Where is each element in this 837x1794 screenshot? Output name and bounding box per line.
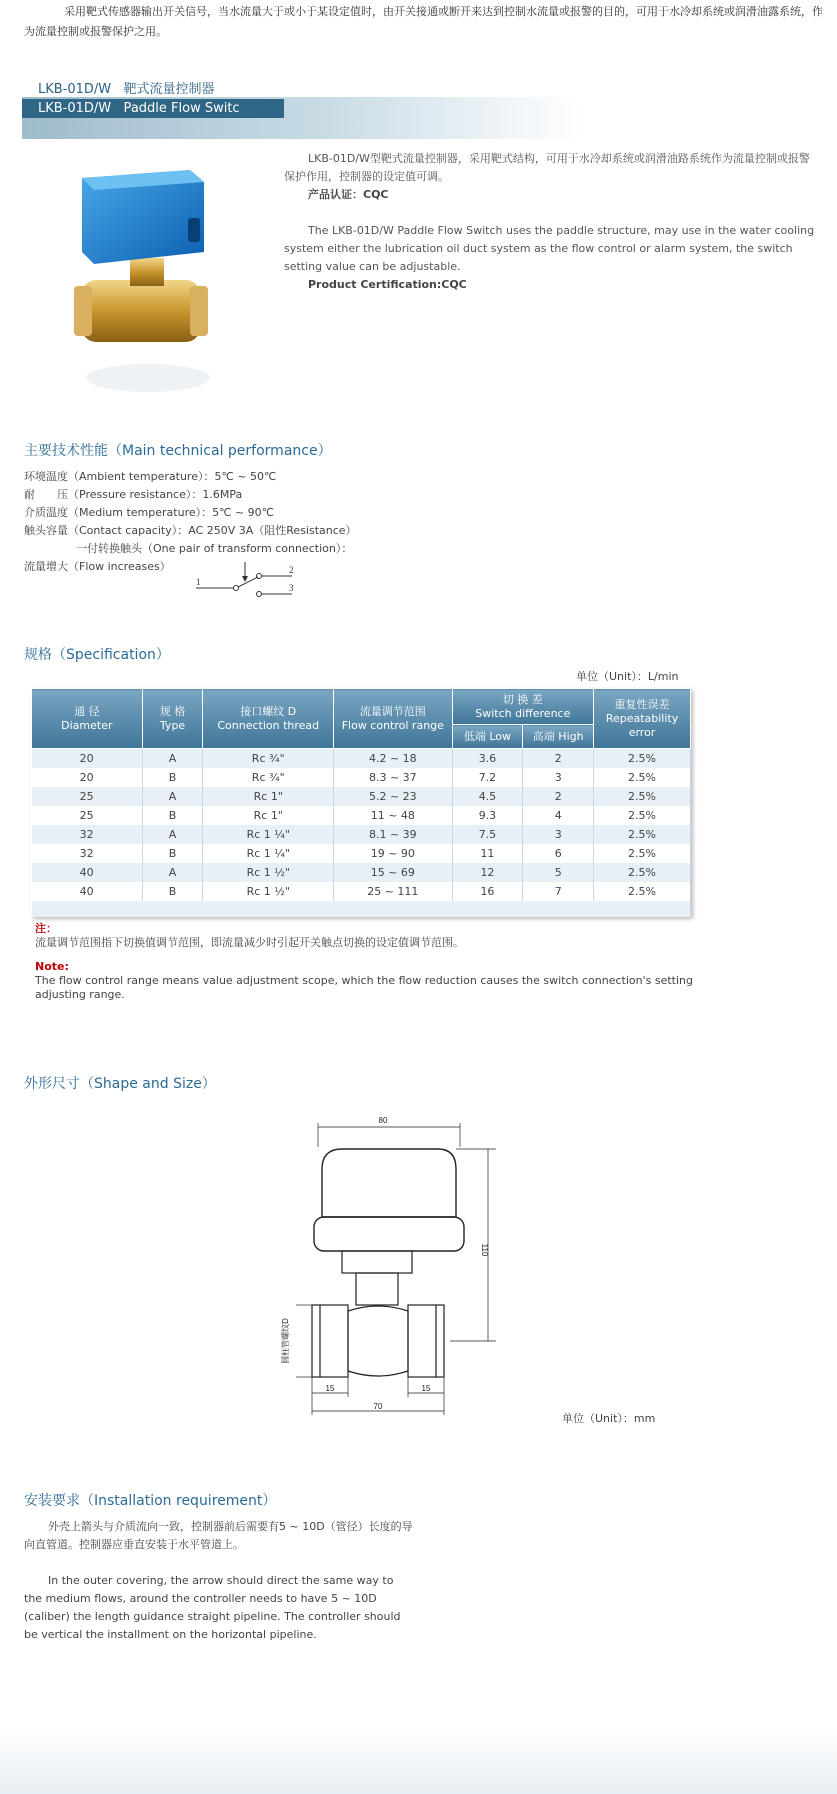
header-switch: 切 换 差 Switch difference — [452, 689, 593, 725]
install-text-en: In the outer covering, the arrow should direct the same way to the medium flows, around the controller needs to have 5 ~ 10D (caliber) the length guidance straight pipeline. The controller should be vertical the installment on the horizontal pipeline. — [24, 1574, 401, 1641]
performance-title: 主要技术性能（Main technical performance） — [24, 443, 332, 459]
note-text-en: The flow control range means value adjustment scope, which the flow reduction causes the switch connection's setting adjusting range. — [35, 974, 693, 1001]
table-cell: 6 — [523, 844, 594, 863]
table-cell: B — [142, 882, 203, 901]
table-cell: 40 — [32, 863, 143, 882]
table-cell: 12 — [452, 863, 523, 882]
table-cell: 5 — [523, 863, 594, 882]
table-row — [32, 749, 691, 769]
perf-item: 触头容量（Contact capacity）：AC 250V 3A（阻性Resistance） — [24, 524, 357, 537]
table-cell: 25 — [32, 787, 143, 806]
header-thread: 接口螺纹 D Connection thread — [203, 689, 334, 749]
note-label-cn: 注： — [35, 922, 57, 935]
product-photo — [70, 160, 220, 410]
table-row — [32, 863, 691, 882]
table-cell: 32 — [32, 844, 143, 863]
table-cell: 8.1 ~ 39 — [334, 825, 453, 844]
table-row — [32, 882, 691, 901]
footer-band — [0, 1730, 837, 1794]
contact-label-2: 2 — [289, 565, 294, 575]
table-cell: 16 — [452, 882, 523, 901]
perf-item: 流量增大（Flow increases） — [24, 560, 171, 573]
shape-unit: 单位（Unit）：mm — [562, 1412, 656, 1425]
table-cell: 11 ~ 48 — [334, 806, 453, 825]
table-cell: Rc ¾" — [203, 768, 334, 787]
table-row — [32, 806, 691, 825]
table-cell: 15 ~ 69 — [334, 863, 453, 882]
table-cell: A — [142, 825, 203, 844]
table-cell: Rc 1 ¼" — [203, 825, 334, 844]
table-row — [32, 787, 691, 806]
table-cell: 32 — [32, 825, 143, 844]
table-cell: 20 — [32, 768, 143, 787]
table-cell: 4 — [523, 806, 594, 825]
perf-item: 耐 压（Pressure resistance）：1.6MPa — [24, 488, 243, 501]
perf-item: 一付转换触头（One pair of transform connection）： — [76, 542, 353, 555]
spec-unit: 单位（Unit）：L/min — [576, 670, 679, 683]
table-cell: A — [142, 863, 203, 882]
product-title-cn: LKB-01D/W 靶式流量控制器 — [38, 82, 215, 97]
table-cell: B — [142, 844, 203, 863]
spec-table — [31, 688, 691, 917]
perf-item: 介质温度（Medium temperature）：5℃ ~ 90℃ — [24, 506, 275, 519]
table-cell: 20 — [32, 749, 143, 769]
table-cell: 19 ~ 90 — [334, 844, 453, 863]
table-cell: 2.5% — [594, 806, 691, 825]
table-cell: Rc ¾" — [203, 749, 334, 769]
table-cell: Rc 1 ¼" — [203, 844, 334, 863]
install-title: 安装要求（Installation requirement） — [24, 1493, 277, 1509]
table-cell: 7 — [523, 882, 594, 901]
table-row — [32, 825, 691, 844]
table-cell: 5.2 ~ 23 — [334, 787, 453, 806]
perf-item: 环境温度（Ambient temperature）：5℃ ~ 50℃ — [24, 470, 277, 483]
table-row — [32, 844, 691, 863]
table-cell: 7.2 — [452, 768, 523, 787]
table-cell: 2.5% — [594, 787, 691, 806]
table-cell: 2.5% — [594, 844, 691, 863]
table-cell: 11 — [452, 844, 523, 863]
table-cell: A — [142, 787, 203, 806]
contact-label-1: 1 — [196, 577, 201, 587]
table-cell: 3.6 — [452, 749, 523, 769]
table-cell: 7.5 — [452, 825, 523, 844]
performance-list — [24, 468, 357, 576]
table-cell: 2.5% — [594, 768, 691, 787]
table-cell: 3 — [523, 825, 594, 844]
table-cell: 2 — [523, 749, 594, 769]
dim-right: 15 — [421, 1384, 431, 1393]
contact-label-3: 3 — [289, 583, 294, 593]
dim-bottom: 70 — [373, 1402, 383, 1411]
note-label-en: Note: — [35, 960, 69, 973]
shape-title: 外形尺寸（Shape and Size） — [24, 1076, 216, 1092]
table-cell: 40 — [32, 882, 143, 901]
table-cell: 2.5% — [594, 863, 691, 882]
table-cell: 2.5% — [594, 825, 691, 844]
table-cell: 3 — [523, 768, 594, 787]
table-cell: 2.5% — [594, 749, 691, 769]
contact-diagram — [196, 560, 306, 602]
table-cell: 25 ~ 111 — [334, 882, 453, 901]
note-text-cn: 流量调节范围指下切换值调节范围，即流量减少时引起开关触点切换的设定值调节范围。 — [35, 936, 464, 949]
notes — [35, 922, 695, 1002]
install-text-cn: 外壳上箭头与介质流向一致，控制器前后需要有5 ~ 10D（管径）长度的导向直管道。控制器应垂直安装于水平管道上。 — [24, 1520, 413, 1551]
product-title-en: LKB-01D/W Paddle Flow Switc — [22, 99, 284, 118]
install-text — [24, 1518, 414, 1644]
table-row — [32, 768, 691, 787]
header-error: 重复性误差 Repeatability error — [594, 689, 691, 749]
table-cell: 4.2 ~ 18 — [334, 749, 453, 769]
dim-left: 15 — [325, 1384, 335, 1393]
header-diameter: 通 径 Diameter — [32, 689, 143, 749]
desc-en: The LKB-01D/W Paddle Flow Switch uses the paddle structure, may use in the water cooling system either the lubrication oil duct system as the flow control or alarm system, the switch setting value can be adjustable. — [284, 224, 815, 273]
table-cell: 8.3 ~ 37 — [334, 768, 453, 787]
table-cell: Rc 1 ½" — [203, 863, 334, 882]
cert-en: Product Certification:CQC — [308, 278, 467, 291]
table-cell: Rc 1" — [203, 787, 334, 806]
table-cell: 2 — [523, 787, 594, 806]
table-cell: 4.5 — [452, 787, 523, 806]
table-cell: B — [142, 768, 203, 787]
cert-cn: 产品认证：CQC — [308, 188, 389, 201]
intro-text: 采用靶式传感器输出开关信号，当水流量大于或小于某设定值时，由开关接通或断开来达到控制水流量或报警的目的，可用于水冷却系统或润滑油露系统，作为流量控制或报警保护之用。 — [24, 5, 823, 38]
table-cell: Rc 1 ½" — [203, 882, 334, 901]
table-cell: A — [142, 749, 203, 769]
table-spacer-row — [32, 901, 691, 917]
table-cell: 25 — [32, 806, 143, 825]
table-cell: Rc 1" — [203, 806, 334, 825]
dim-top: 80 — [378, 1116, 388, 1125]
table-cell: B — [142, 806, 203, 825]
header-low: 低端 Low — [452, 725, 523, 749]
product-description — [284, 150, 820, 294]
dim-height: 110 — [480, 1243, 489, 1257]
dim-side-label: 圆柱管螺纹D — [281, 1318, 290, 1364]
header-range: 流量调节范围 Flow control range — [334, 689, 453, 749]
desc-cn: LKB-01D/W型靶式流量控制器，采用靶式结构，可用于水冷却系统或润滑油路系统作为流量控制或报警保护作用，控制器的设定值可调。 — [284, 152, 810, 183]
spec-title: 规格（Specification） — [24, 647, 170, 663]
dimension-drawing — [270, 1105, 500, 1435]
header-type: 规 格 Type — [142, 689, 203, 749]
table-cell: 2.5% — [594, 882, 691, 901]
table-cell: 9.3 — [452, 806, 523, 825]
header-high: 高端 High — [523, 725, 594, 749]
